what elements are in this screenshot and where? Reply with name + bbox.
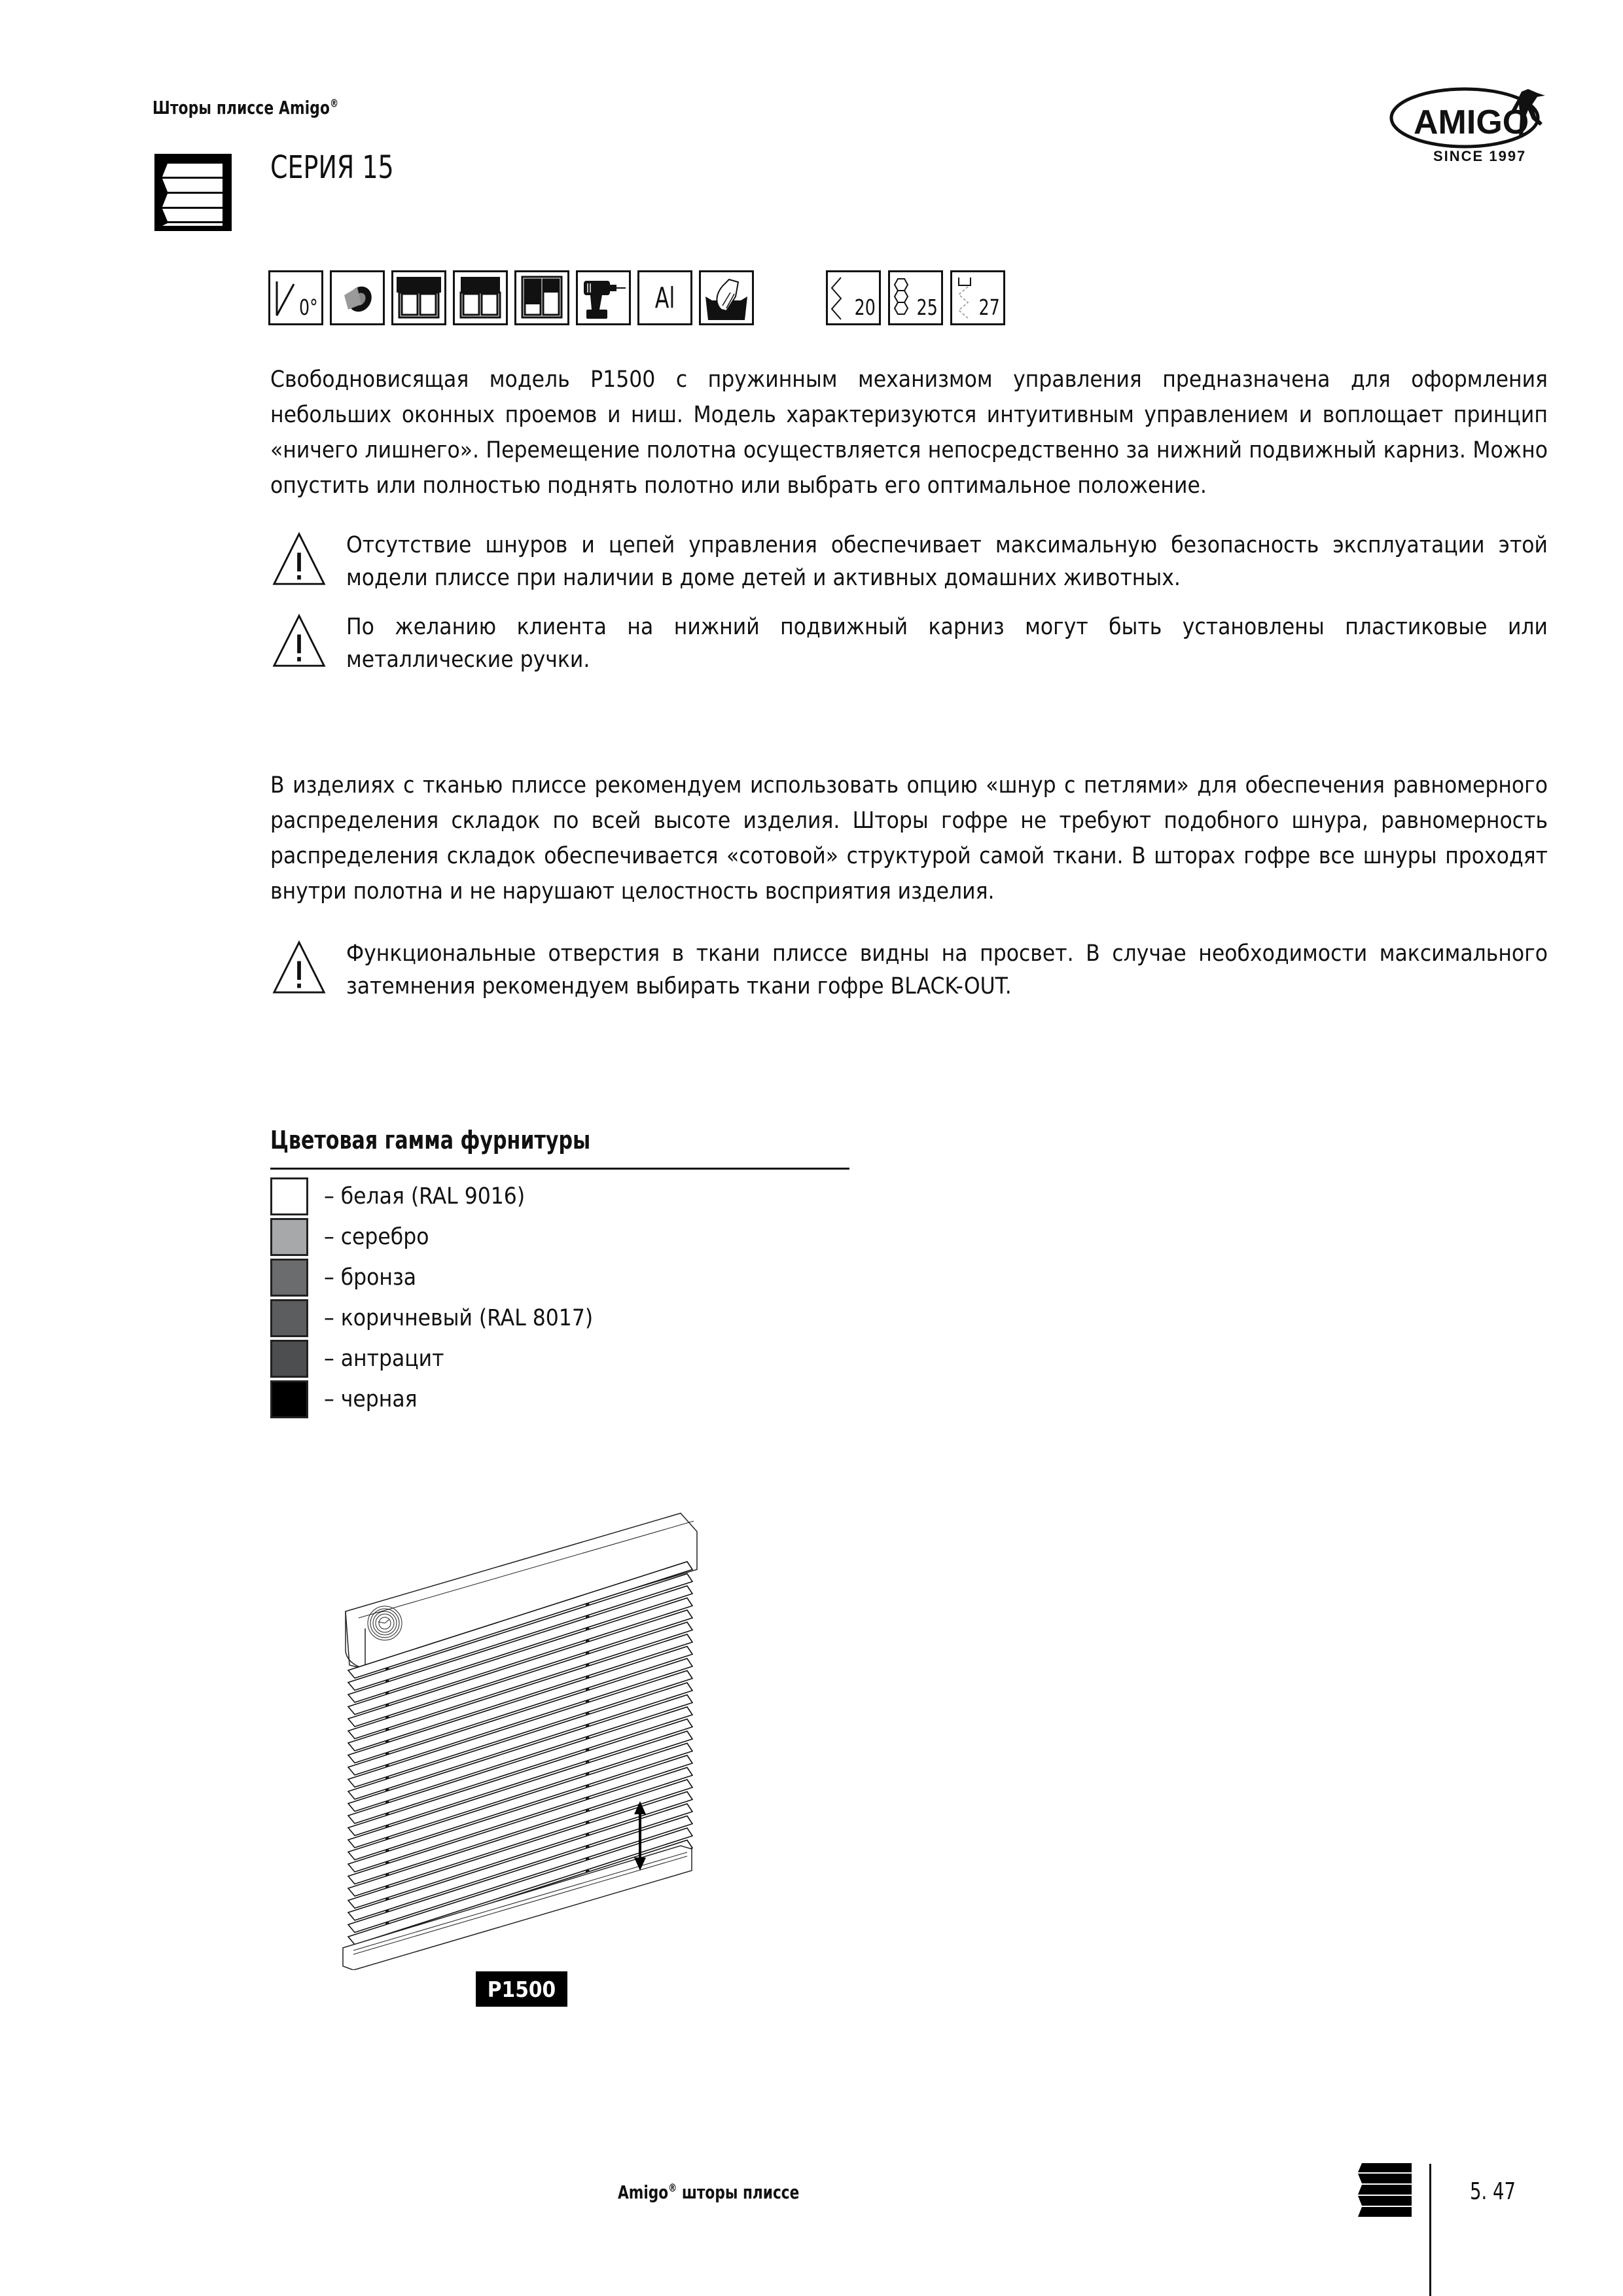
honeycomb-fabric-icon: 25 xyxy=(888,270,943,325)
window-frame-mount-icon xyxy=(453,270,508,325)
footer-divider xyxy=(1429,2164,1431,2296)
warning-triangle-icon xyxy=(270,529,328,586)
adhesive-tape-icon xyxy=(330,270,385,325)
warning-triangle-icon xyxy=(270,611,328,668)
window-full-cover-icon xyxy=(391,270,446,325)
angle-0-degree-icon: 0° xyxy=(268,270,323,325)
footer-title: Amigo® шторы плиссе xyxy=(618,2181,800,2203)
pleated-fabric-icon: 20 xyxy=(826,270,881,325)
series-title: СЕРИЯ 15 xyxy=(270,149,394,186)
aluminium-icon: Al xyxy=(637,270,692,325)
page-number: 5. 47 xyxy=(1470,2178,1516,2205)
color-swatch-bronze: – бронза xyxy=(270,1257,593,1298)
warning-note-2: По желанию клиента на нижний подвижный карниз могут быть установлены пластиковые или металлические ручки. xyxy=(270,611,1548,676)
feature-icons-row xyxy=(268,270,754,328)
warning-note-1: Отсутствие шнуров и цепей управления обеспечивает максимальную безопасность эксплуатации этой модели плиссе при наличии в доме детей и активных домашних животных. xyxy=(270,529,1548,594)
swatch-box xyxy=(270,1218,308,1256)
amigo-logo xyxy=(1387,77,1558,175)
p1500-blind-diagram xyxy=(340,1499,733,1970)
swatch-box xyxy=(270,1380,308,1418)
spring-mechanism-icon xyxy=(368,1606,402,1640)
color-swatch-black: – черная xyxy=(270,1379,593,1420)
document-header-title: Шторы плиссе Amigo® xyxy=(152,97,339,118)
warning-note-3: Функциональные отверстия в ткани плиссе видны на просвет. В случае необходимости максимального затемнения рекомендуем выбирать ткани гофре BLACK-OUT. xyxy=(270,937,1548,1003)
window-split-cover-icon xyxy=(514,270,569,325)
swatch-box xyxy=(270,1340,308,1378)
divider xyxy=(270,1168,849,1170)
swatch-box xyxy=(270,1299,308,1337)
color-swatch-silver: – серебро xyxy=(270,1217,593,1257)
drill-icon xyxy=(576,270,631,325)
svg-text:AMIGO: AMIGO xyxy=(1414,103,1529,141)
fabric-icons-row xyxy=(826,270,1005,325)
intro-paragraph: Свободновисящая модель P1500 с пружинным механизмом управления предназначена для оформления небольших оконных проемов и ниш. Модель характеризуются интуитивным управлением и воплощает принцип «ничего лишнего». Перемещение полотна осуществляется непосредственно за нижний подвижный карниз. Можно опустить или полностью поднять полотно или выбрать его оптимальное положение. xyxy=(270,367,1548,499)
recommendation-paragraph: В изделиях с тканью плиссе рекомендуем использовать опцию «шнур с петлями» для обеспечения равномерного распределения складок по всей высоте изделия. Шторы гофре не требуют подобного шнура, равномерность распределения складок обеспечивается «сотовой» структурой самой ткани. В шторах гофре все шнуры проходят внутри полотна и не нарушают целостность восприятия изделия. xyxy=(270,772,1548,905)
model-label-badge: P1500 xyxy=(476,1971,567,2007)
profile-fabric-icon: 27 xyxy=(950,270,1005,325)
color-palette-title: Цветовая гамма фурнитуры xyxy=(270,1126,591,1155)
color-swatch-brown: – коричневый (RAL 8017) xyxy=(270,1298,593,1338)
color-swatch-anthracite: – антрацит xyxy=(270,1338,593,1379)
pleated-series-icon xyxy=(1358,2163,1412,2217)
hand-wash-icon xyxy=(699,270,754,325)
color-swatch-white: – белая (RAL 9016) xyxy=(270,1176,593,1217)
pleated-series-icon xyxy=(154,154,232,231)
color-swatch-list xyxy=(270,1176,593,1420)
swatch-box xyxy=(270,1177,308,1215)
swatch-box xyxy=(270,1259,308,1297)
warning-triangle-icon xyxy=(270,937,328,995)
svg-text:SINCE 1997: SINCE 1997 xyxy=(1433,148,1527,164)
